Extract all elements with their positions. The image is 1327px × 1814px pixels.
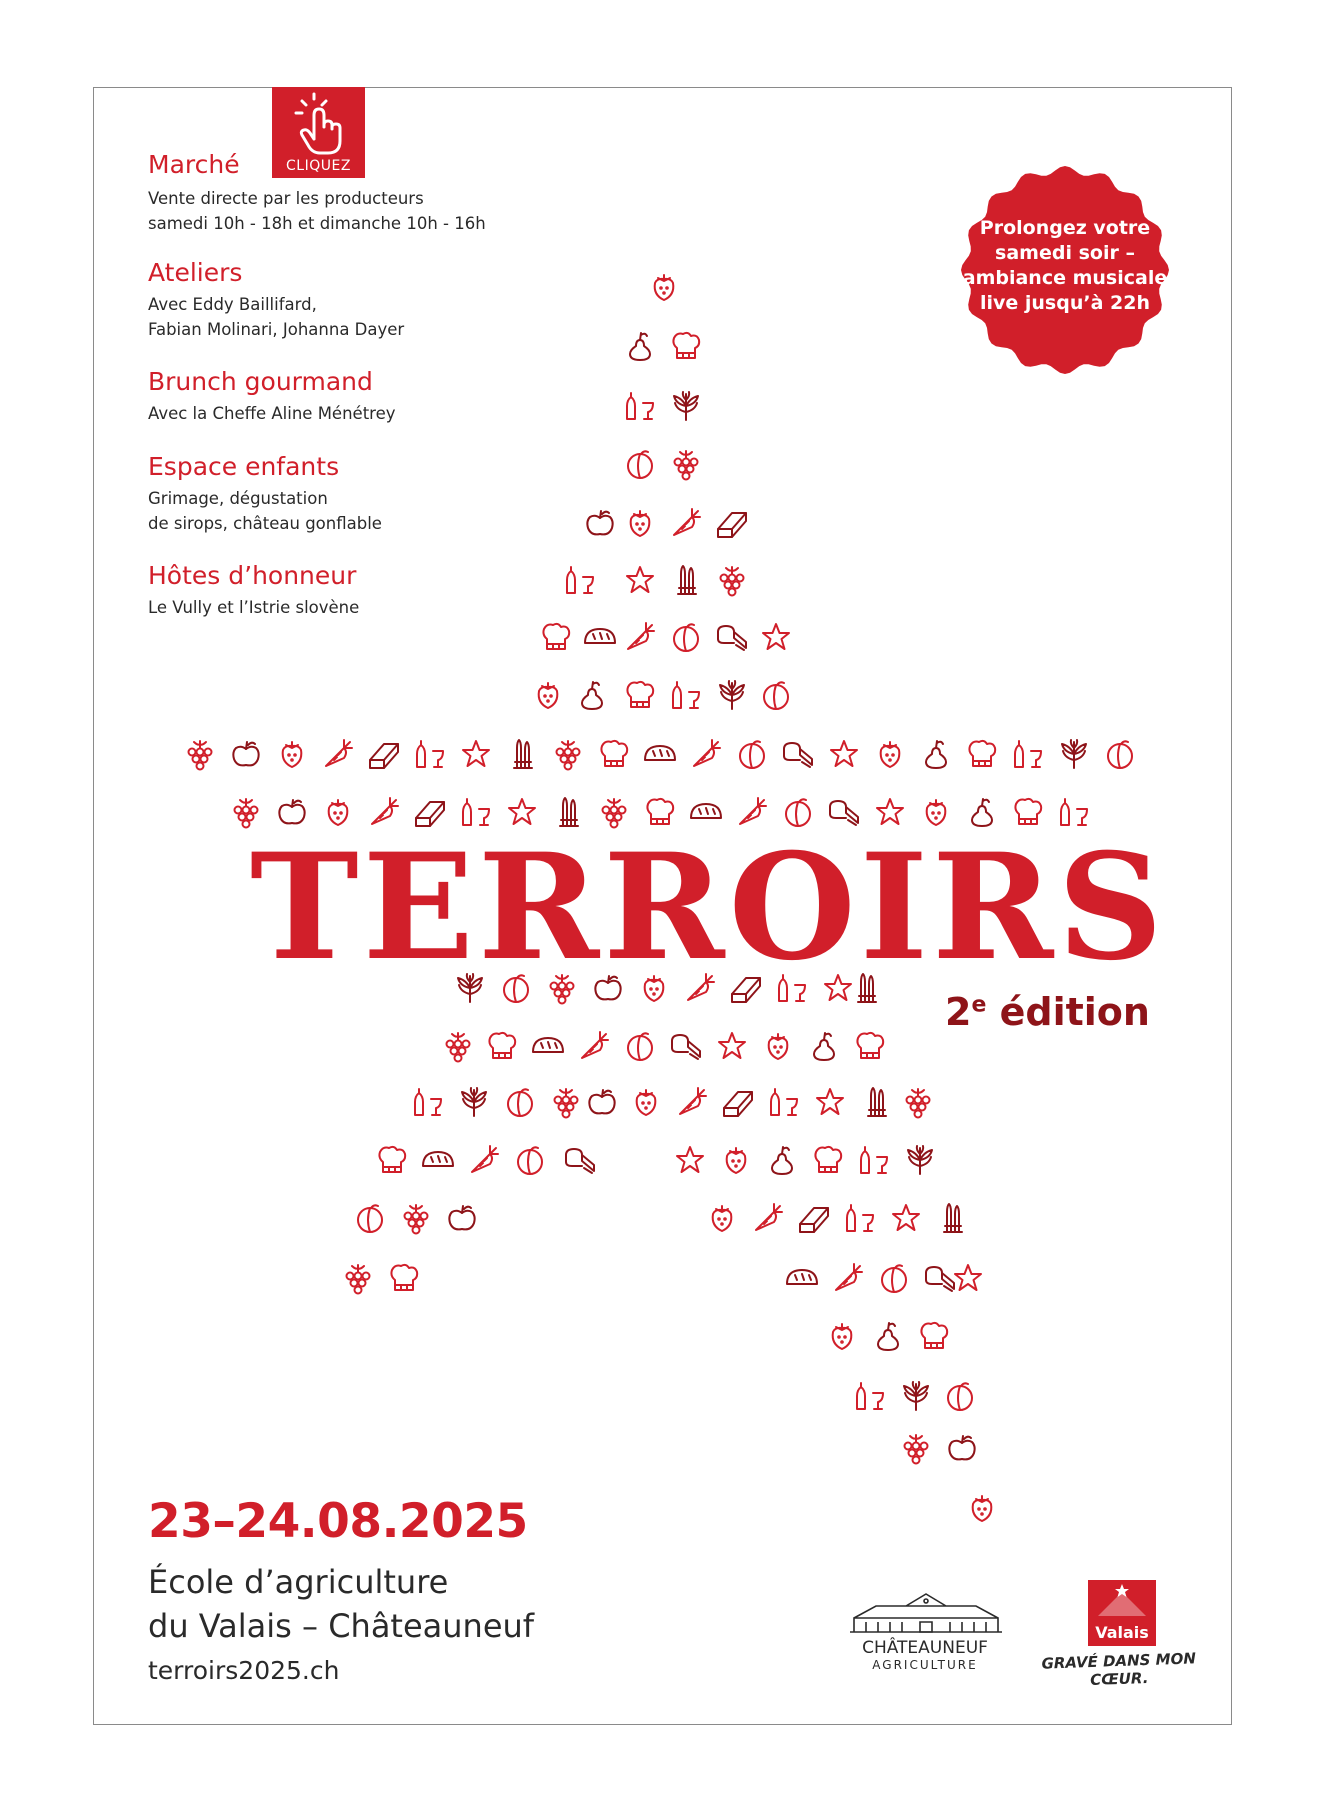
venue-line: École d’agriculture (148, 1563, 449, 1601)
wheat-icon (462, 1088, 486, 1116)
chef-hat-icon (647, 799, 673, 824)
wine-icon (673, 682, 699, 708)
apple-icon (587, 511, 612, 534)
valais-mountain-icon (1088, 1580, 1156, 1620)
wine-icon (771, 1089, 797, 1115)
seal-line: live jusqu’à 22h (979, 292, 1150, 314)
grapes-icon (447, 1033, 470, 1062)
carrot-icon (836, 1264, 862, 1290)
apple-icon (449, 1206, 474, 1229)
star-icon (463, 741, 489, 766)
peach-icon (948, 1383, 972, 1410)
butter-icon (724, 1092, 752, 1116)
bread-icon (787, 1270, 817, 1284)
strawberry-icon (631, 511, 650, 536)
carrot-icon (680, 1088, 706, 1114)
chef-hat-icon (921, 1323, 947, 1348)
wheat-icon (674, 392, 698, 420)
grapes-icon (347, 1265, 370, 1294)
strawberry-icon (655, 275, 674, 300)
wine-icon (627, 393, 653, 419)
asparagus-icon (944, 1204, 962, 1232)
carrot-icon (628, 623, 654, 649)
seal-line: ambiance musicale (962, 267, 1168, 289)
butter-icon (718, 513, 746, 537)
chef-hat-icon (489, 1033, 515, 1058)
pear-icon (630, 333, 650, 360)
pear-icon (878, 1323, 898, 1350)
strawberry-icon (283, 742, 302, 767)
venue-line: du Valais – Châteauneuf (148, 1607, 535, 1645)
cliquez-label: CLIQUEZ (286, 158, 351, 174)
wheat-icon (720, 681, 744, 709)
peach-icon (518, 1147, 542, 1174)
carrot-icon (372, 798, 398, 824)
event-title: TERROIRS (250, 822, 1167, 993)
peach-icon (1108, 741, 1132, 768)
chef-hat-icon (601, 741, 627, 766)
valais-logo-name: Valais (1095, 1623, 1149, 1642)
wheat-icon (1062, 740, 1086, 768)
edition-suffix: e (971, 992, 987, 1018)
pear-icon (814, 1033, 834, 1060)
carrot-icon (674, 509, 700, 535)
peach-icon (674, 624, 698, 651)
valais-logo (1088, 1580, 1156, 1646)
star-icon (955, 1265, 981, 1290)
carrot-icon (582, 1032, 608, 1058)
grapes-icon (907, 1089, 930, 1118)
carrot-icon (740, 798, 766, 824)
section-line: de sirops, château gonflable (148, 514, 382, 533)
grapes-icon (555, 1089, 578, 1118)
wine-icon (861, 1147, 887, 1173)
cheese-icon (672, 1035, 700, 1059)
section-title: Ateliers (148, 258, 243, 287)
wheat-icon (908, 1146, 932, 1174)
seal-line: Prolongez votre (979, 217, 1151, 239)
section-line: Vente directe par les producteurs (148, 189, 424, 208)
chef-hat-icon (543, 624, 569, 649)
grapes-icon (557, 741, 580, 770)
section-title: Marché (148, 150, 240, 179)
edition-label (945, 990, 1150, 1034)
cheese-icon (784, 743, 812, 767)
valais-tagline: GRAVÉ DANS MON CŒUR. (1041, 1649, 1197, 1690)
asparagus-icon (514, 740, 532, 768)
pear-icon (772, 1147, 792, 1174)
grapes-icon (721, 567, 744, 596)
strawberry-icon (637, 1090, 656, 1115)
wine-icon (847, 1205, 873, 1231)
strawberry-icon (713, 1206, 732, 1231)
section-line: samedi 10h - 18h et dimanche 10h - 16h (148, 214, 486, 233)
chef-hat-icon (391, 1265, 417, 1290)
peach-icon (358, 1205, 382, 1232)
section-title: Brunch gourmand (148, 367, 373, 396)
wine-icon (1015, 741, 1041, 767)
carrot-icon (756, 1204, 782, 1230)
star-icon (509, 799, 535, 824)
edition-number: 2 (945, 990, 972, 1034)
bread-icon (423, 1152, 453, 1166)
peach-icon (628, 1033, 652, 1060)
cheese-icon (718, 626, 746, 650)
chef-hat-icon (815, 1147, 841, 1172)
strawberry-icon (539, 683, 558, 708)
grapes-icon (189, 741, 212, 770)
section-line: Grimage, dégustation (148, 489, 328, 508)
chef-hat-icon (673, 333, 699, 358)
bread-icon (533, 1038, 563, 1052)
wine-icon (415, 1089, 441, 1115)
section-line: Fabian Molinari, Johanna Dayer (148, 320, 405, 339)
star-icon (893, 1205, 919, 1230)
pear-icon (582, 682, 602, 709)
asparagus-icon (678, 566, 696, 594)
apple-icon (949, 1436, 974, 1459)
chef-hat-icon (857, 1033, 883, 1058)
strawberry-icon (833, 1324, 852, 1349)
star-icon (719, 1033, 745, 1058)
chef-hat-icon (969, 741, 995, 766)
star-icon (677, 1147, 703, 1172)
chateauneuf-logo-name: CHÂTEAUNEUF (862, 1638, 988, 1658)
chef-hat-icon (379, 1147, 405, 1172)
carrot-icon (472, 1146, 498, 1172)
section-title: Espace enfants (148, 452, 340, 481)
star-icon (627, 567, 653, 592)
grapes-icon (905, 1435, 928, 1464)
cheese-icon (926, 1267, 954, 1291)
carrot-icon (694, 740, 720, 766)
bread-icon (585, 629, 615, 643)
star-icon (877, 799, 903, 824)
bread-icon (645, 746, 675, 760)
section-title: Hôtes d’honneur (148, 561, 357, 590)
grapes-icon (675, 451, 698, 480)
asparagus-icon (868, 1088, 886, 1116)
apple-icon (589, 1090, 614, 1113)
wine-icon (567, 567, 593, 593)
section-line: Le Vully et l’Istrie slovène (148, 598, 360, 617)
chateauneuf-building-icon (846, 1588, 1006, 1636)
pear-icon (926, 741, 946, 768)
wine-icon (857, 1383, 883, 1409)
star-icon (817, 1089, 843, 1114)
venue (148, 1560, 534, 1648)
chef-hat-icon (1015, 799, 1041, 824)
star-icon (763, 624, 789, 649)
carrot-icon (326, 740, 352, 766)
bread-icon (691, 804, 721, 818)
section-line: Avec la Cheffe Aline Ménétrey (148, 404, 396, 423)
event-date: 23–24.08.2025 (148, 1494, 528, 1549)
peach-icon (882, 1265, 906, 1292)
butter-icon (370, 744, 398, 768)
strawberry-icon (769, 1034, 788, 1059)
chateauneuf-logo-sub: AGRICULTURE (872, 1658, 978, 1672)
section-line: Avec Eddy Baillifard, (148, 295, 317, 314)
strawberry-icon (881, 742, 900, 767)
strawberry-icon (973, 1496, 992, 1521)
strawberry-icon (727, 1148, 746, 1173)
butter-icon (800, 1208, 828, 1232)
peach-icon (628, 451, 652, 478)
edition-text: édition (999, 990, 1150, 1034)
website-link[interactable]: terroirs2025.ch (148, 1656, 340, 1685)
peach-icon (764, 682, 788, 709)
cheese-icon (566, 1149, 594, 1173)
wheat-icon (904, 1382, 928, 1410)
apple-icon (233, 742, 258, 765)
peach-icon (508, 1089, 532, 1116)
wine-icon (417, 741, 443, 767)
grapes-icon (405, 1205, 428, 1234)
seal-line: samedi soir – (995, 242, 1135, 264)
peach-icon (740, 741, 764, 768)
star-icon (831, 741, 857, 766)
chef-hat-icon (627, 682, 653, 707)
apple-icon (279, 800, 304, 823)
